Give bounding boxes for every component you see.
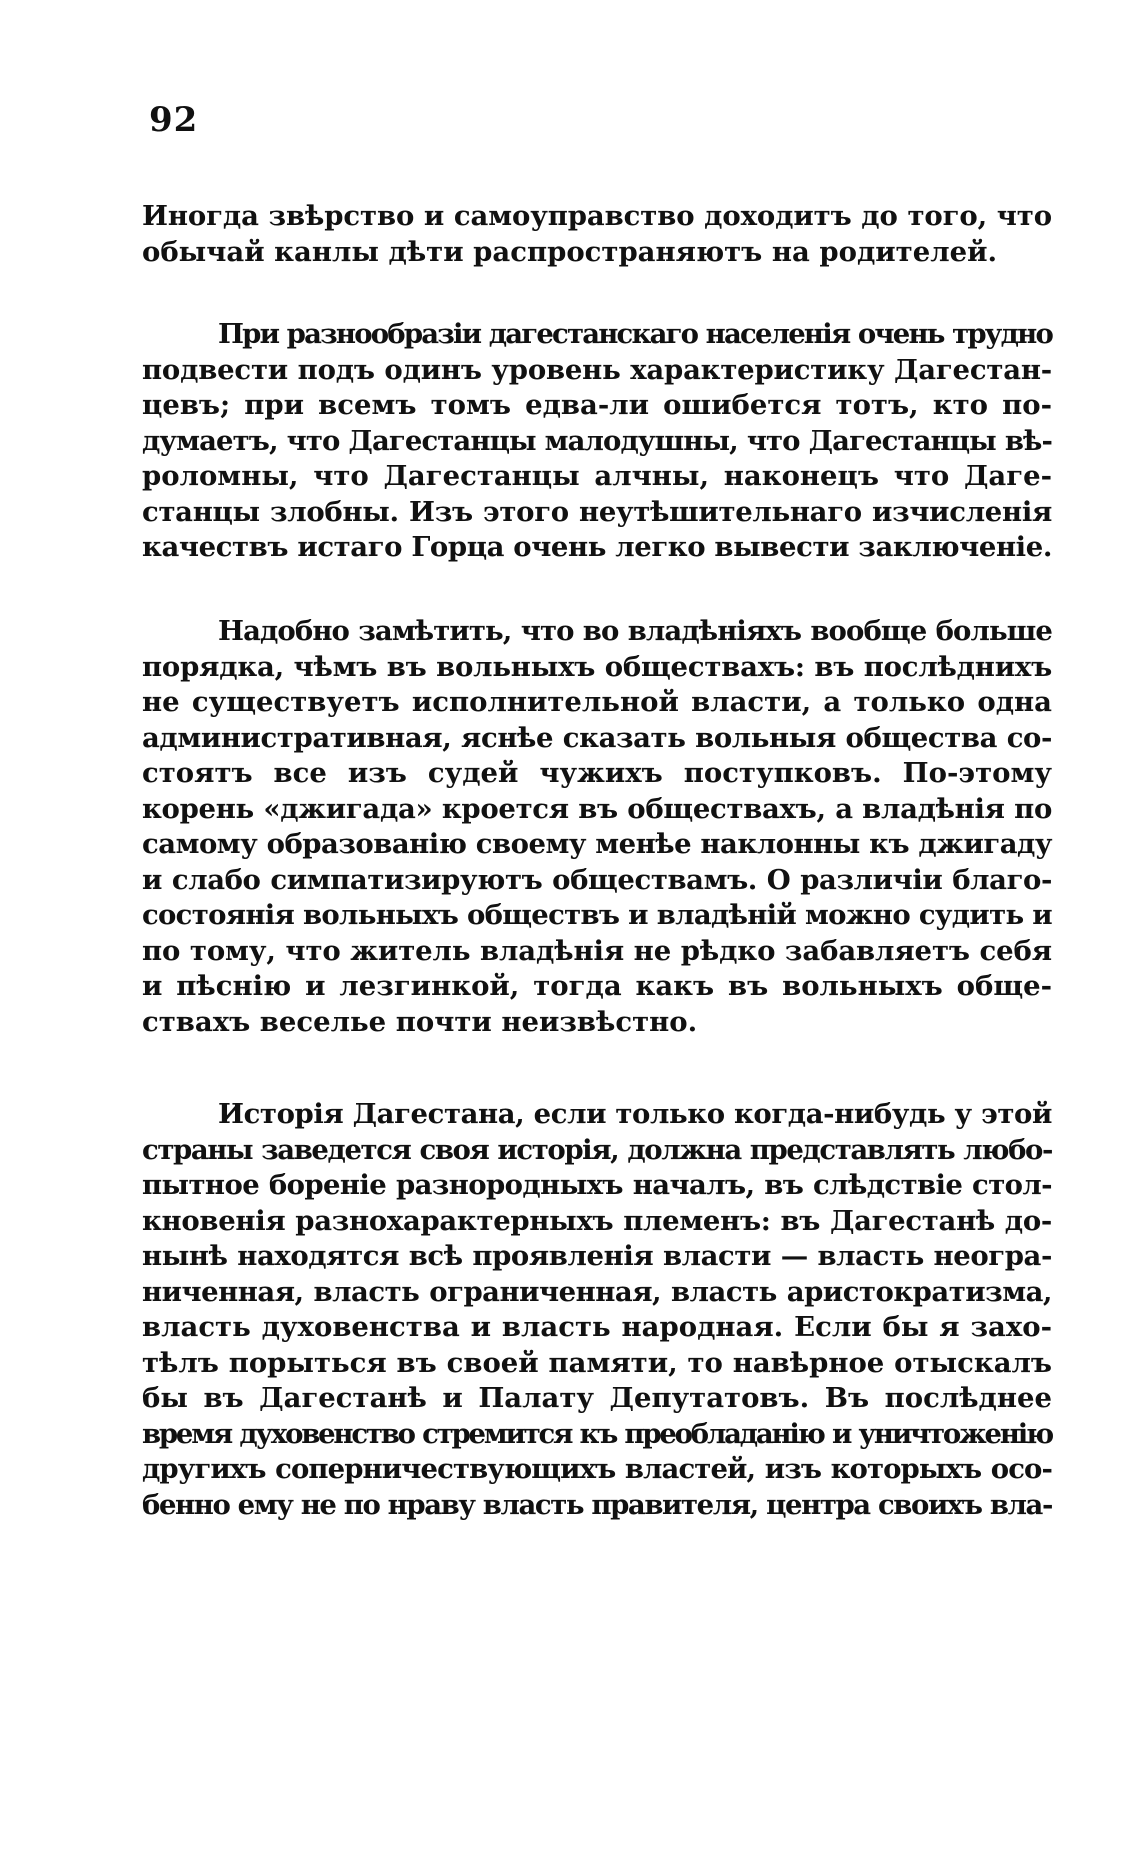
text-line: станцы злобны. Изъ этого неутѣшительнаго изчисленія — [142, 495, 1052, 528]
paragraph-2 — [142, 317, 1052, 566]
text-line: самому образованію своему менѣе наклонны къ джигаду — [142, 828, 1052, 860]
text-line: и пѣснію и лезгинкой, тогда какъ въ вольныхъ обще- — [142, 970, 1052, 1002]
text-line: бы въ Дагестанѣ и Палату Депутатовъ. Въ послѣднее — [142, 1382, 1052, 1414]
text-line: тѣлъ порыться въ своей памяти, то навѣрное отыскалъ — [142, 1346, 1052, 1379]
text-line: роломны, что Дагестанцы алчны, наконецъ что Даге- — [142, 460, 1052, 492]
text-line: нынѣ находятся всѣ проявленія власти — власть неогра- — [142, 1240, 1052, 1272]
text-line: порядка, чѣмъ въ вольныхъ обществахъ: въ послѣднихъ — [142, 650, 1052, 683]
text-line: Иногда звѣрство и самоуправство доходитъ до того, что — [142, 200, 1052, 232]
text-line: пытное бореніе разнородныхъ началъ, въ слѣдствіе стол- — [142, 1169, 1052, 1201]
text-line: бенно ему не по нраву власть правителя, центра своихъ вла- — [142, 1488, 1052, 1521]
text-line: обычай канлы дѣти распространяютъ на родителей. — [142, 235, 998, 268]
text-line: и слабо симпатизируютъ обществамъ. О различіи благо- — [142, 863, 1052, 896]
paragraph-4 — [142, 1097, 1052, 1523]
text-line: Исторія Дагестана, если только когда-нибудь у этой — [218, 1098, 1052, 1130]
page-number: 92 — [149, 100, 199, 140]
text-line: подвести подъ одинъ уровень характеристику Дагестан- — [142, 353, 1052, 386]
paragraph-3 — [142, 614, 1052, 1040]
text-line: ниченная, власть ограниченная, власть аристократизма, — [142, 1275, 1052, 1308]
text-line: ствахъ веселье почти неизвѣстно. — [142, 1005, 698, 1038]
paragraph-1 — [142, 199, 1052, 270]
text-line: корень «джигада» кроется въ обществахъ, а владѣнія по — [142, 792, 1052, 825]
text-line: кновенія разнохарактерныхъ племенъ: въ Дагестанѣ до- — [142, 1204, 1052, 1237]
text-line: При разнообразіи дагестанскаго населенія очень трудно — [218, 318, 1052, 350]
text-line: цевъ; при всемъ томъ едва-ли ошибется тотъ, кто по- — [142, 389, 1052, 421]
text-line: думаетъ, что Дагестанцы малодушны, что Дагестанцы вѣ- — [142, 424, 1052, 457]
text-line: другихъ соперничествующихъ властей, изъ которыхъ осо- — [142, 1453, 1052, 1485]
text-line: не существуетъ исполнительной власти, а только одна — [142, 686, 1052, 718]
text-line: административная, яснѣе сказать вольныя общества со- — [142, 721, 1052, 754]
text-line: стоятъ все изъ судей чужихъ поступковъ. По-этому — [142, 757, 1052, 789]
text-line: власть духовенства и власть народная. Если бы я захо- — [142, 1311, 1052, 1343]
text-line: Надобно замѣтить, что во владѣніяхъ вообще больше — [218, 615, 1052, 647]
text-line: время духовенство стремится къ преобладанію и уничтоженію — [142, 1417, 1052, 1450]
text-line: состоянія вольныхъ обществъ и владѣній можно судить и — [142, 899, 1052, 931]
text-line: качествъ истаго Горца очень легко вывести заключеніе. — [142, 531, 1052, 563]
text-line: страны заведется своя исторія, должна представлять любо- — [142, 1133, 1052, 1166]
text-line: по тому, что житель владѣнія не рѣдко забавляетъ себя — [142, 934, 1052, 967]
